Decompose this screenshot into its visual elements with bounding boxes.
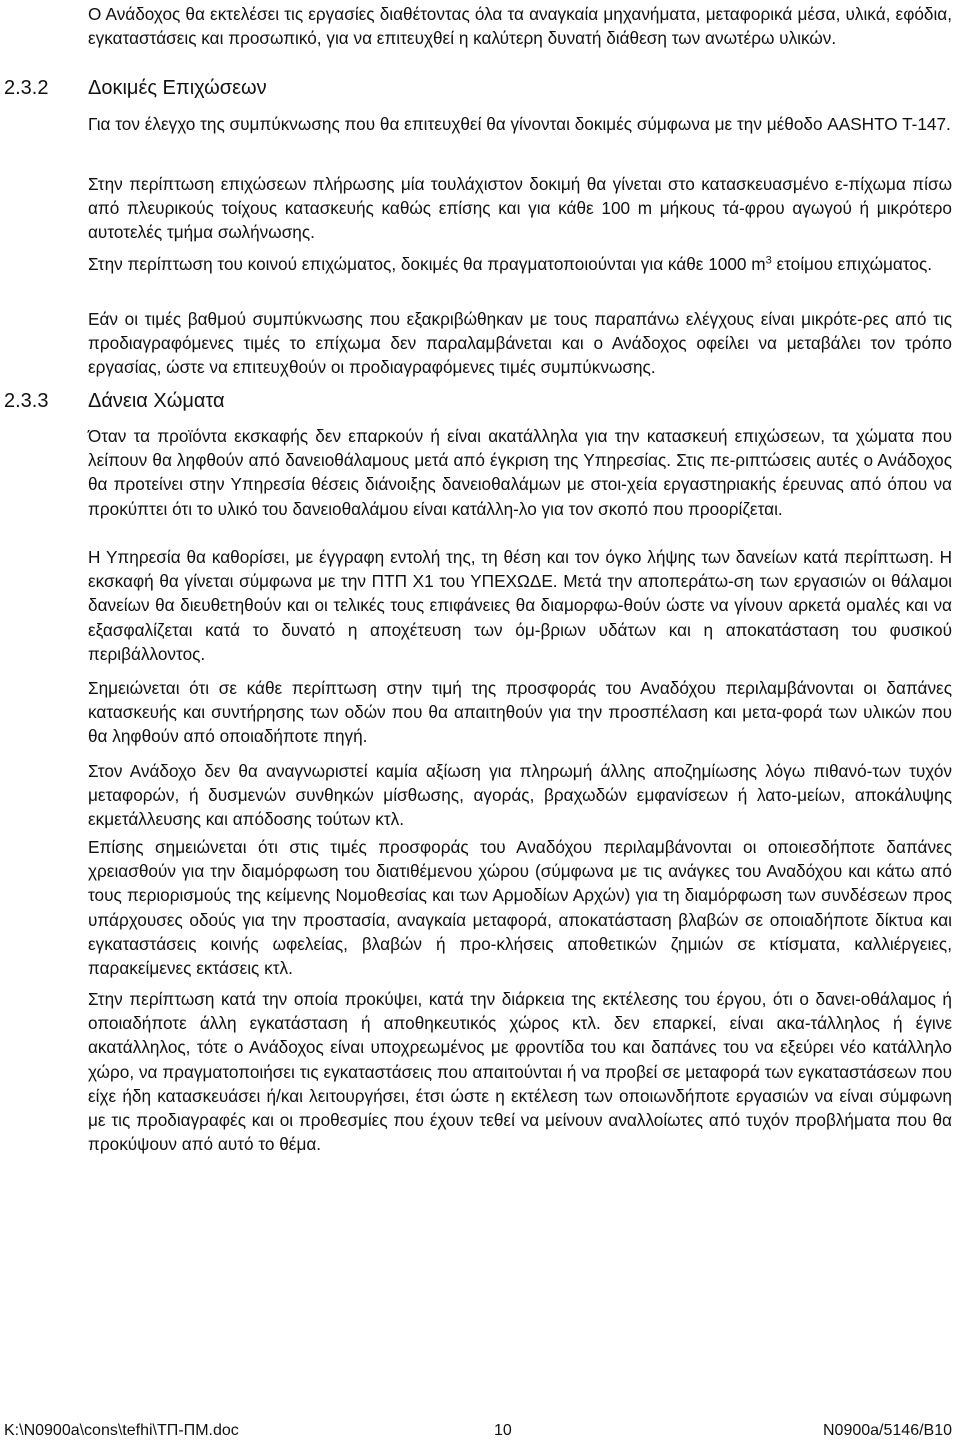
paragraph-service-order: Η Υπηρεσία θα καθορίσει, με έγγραφη εντολή της, τη θέση και τον όγκο λήψης των δανείων κατά περίπτωση. Η εκσκαφή θα γίνεται σύμφωνα με την ΠΤΠ Χ1 του ΥΠΕΧΩΔΕ. Μετά την αποπεράτω-ση των εργασιών οι θάλαμοι δανείων θα διευθετηθούν και οι τελικές τους επιφάνειες θα διαμορφω-θούν ώστε να γίνουν αρκετά ομαλές και να εξασφαλίζεται κατά το δυνατό η αποχέτευση των όμ-βριων υδάτων και η αποκατάσταση του φυσικού περιβάλλοντος. bbox=[88, 547, 952, 664]
section-number: 2.3.2 bbox=[4, 77, 49, 99]
section-heading-2-3-3 bbox=[4, 388, 225, 414]
section-title: Δάνεια Χώματα bbox=[88, 390, 225, 412]
footer-page-number: 10 bbox=[494, 1422, 512, 1439]
section-title: Δοκιμές Επιχώσεων bbox=[88, 77, 267, 99]
paragraph-borrow-pits: Όταν τα προϊόντα εκσκαφής δεν επαρκούν ή είναι ακατάλληλα για την κατασκευή επιχώσεων, τα χώματα που λείπουν θα ληφθούν από δανειοθάλαμους μετά από έγκριση της Υπηρεσίας. Στις πε-ριπτώσεις αυτές ο Ανάδοχος θα προτείνει στην Υπηρεσία θέσεις διάνοιξης δανειοθαλάμων με στοι-χεία εργαστηριακής έρευνας από όπου να προκύπτει ότι το υλικό του δανειοθαλάμου είναι κατάλλη-λο για τον σκοπό που προορίζεται. bbox=[88, 426, 952, 519]
paragraph-no-compensation: Στον Ανάδοχο δεν θα αναγνωριστεί καμία αξίωση για πληρωμή άλλης αποζημίωσης λόγω πιθανό-των τυχόν μεταφορών, ή δυσμενών συνθηκών μίσθωσης, αγοράς, βραχωδών εμφανίσεων ή λατο-μείων, αποκάλυψης εκμετάλλευσης και απόδοσης τούτων κτλ. bbox=[88, 761, 952, 830]
paragraph-compaction-values: Εάν οι τιμές βαθμού συμπύκνωσης που εξακριβώθηκαν με τους παραπάνω ελέγχους είναι μικρότε-ρες από τις προδιαγραφόμενες τιμές το επίχωμα δεν παραλαμβάνεται και ο Ανάδοχος οφείλει να μεταβάλει τον τρόπο εργασίας, ώστε να επιτευχθούν οι προδιαγραφόμενες τιμές συμπύκνωσης. bbox=[88, 309, 952, 378]
paragraph-text: Στην περίπτωση του κοινού επιχώματος, δοκιμές θα πραγματοποιούνται για κάθε 1000 m bbox=[88, 254, 766, 274]
paragraph-inadequate-site: Στην περίπτωση κατά την οποία προκύψει, κατά την διάρκεια της εκτέλεσης του έργου, ότι ο δανει-οθάλαμος ή οποιαδήποτε άλλη εγκατάσταση ή αποθηκευτικός χώρος κτλ. δεν επαρκεί, είναι ακα-τάλληλος ή έγινε ακατάλληλος, τότε ο Ανάδοχος είναι υποχρεωμένος με φροντίδα του και δαπάνες του να εξεύρει νέο κατάλληλο χώρο, να πραγματοποιήσει τις εγκαταστάσεις που απαιτούνται ή να προβεί σε μεταφορά των εγκαταστάσεων που είχε ήδη κατασκευάσει ή/και λειτουργήσει, έτσι ώστε η εκτέλεση των οποιωνδήποτε εργασιών να είναι σύμφωνη με τις προδιαγραφές και οι προθεσμίες που έχουν τεθεί να μείνουν αναλλοίωτες από τυχόν προβλήματα που θα προκύψουν από αυτό το θέμα. bbox=[88, 989, 952, 1155]
paragraph-road-costs: Σημειώνεται ότι σε κάθε περίπτωση στην τιμή της προσφοράς του Αναδόχου περιλαμβάνονται οι δαπάνες κατασκευής και συντήρησης των οδών που θα απαιτηθούν για την προσπέλαση και μετα-φορά των υλικών που θα ληφθούν από οποιαδήποτε πηγή. bbox=[88, 678, 952, 747]
paragraph-common-embankment bbox=[88, 252, 952, 276]
paragraph-site-costs: Επίσης σημειώνεται ότι στις τιμές προσφοράς του Αναδόχου περιλαμβάνονται οι οποιεσδήποτε δαπάνες χρειασθούν για την διαμόρφωση του διατιθέμενου χώρου (σύμφωνα με τις ανάγκες του Αναδόχου και κάτω από τους περιορισμούς της κείμενης Νομοθεσίας και των Αρμοδίων Αρχών) για τη διαμόρφωση των συνδέσεων προς υπάρχουσες οδούς για την προστασία, αναγκαία μεταφορά, αποκατάσταση βλαβών σε οποιαδήποτε δίκτυα και εγκαταστάσεις κοινής ωφελείας, βλαβών ή προ-κλήσεις αποθετικών ζημιών σε κτίσματα, καλλιέργειες, παρακείμενες εκτάσεις κτλ. bbox=[88, 837, 952, 979]
section-heading-2-3-2 bbox=[4, 75, 267, 101]
paragraph-compaction-method: Για τον έλεγχο της συμπύκνωσης που θα επιτευχθεί θα γίνονται δοκιμές σύμφωνα με την μέθοδο AASHTO T-147. bbox=[88, 114, 951, 134]
footer-file-path: K:\N0900a\cons\tefhi\ΤΠ-ΠΜ.doc bbox=[4, 1422, 239, 1439]
section-number: 2.3.3 bbox=[4, 390, 49, 412]
superscript: 3 bbox=[765, 254, 772, 267]
paragraph-text: ετοίμου επιχώματος. bbox=[771, 254, 933, 274]
paragraph-backfill-tests: Στην περίπτωση επιχώσεων πλήρωσης μία τουλάχιστον δοκιμή θα γίνεται στο κατασκευασμένο ε-πίχωμα πίσω από πλευρικούς τοίχους κατασκευής καθώς επίσης και για κάθε 100 m μήκους τά-φρου αγωγού ή μικρότερο αυτοτελές τμήμα σωλήνωσης. bbox=[88, 174, 952, 243]
footer-document-code: N0900a/5146/B10 bbox=[823, 1422, 952, 1439]
paragraph-equipment: Ο Ανάδοχος θα εκτελέσει τις εργασίες διαθέτοντας όλα τα αναγκαία μηχανήματα, μεταφορικά μέσα, υλικά, εφόδια, εγκαταστάσεις και προσωπικό, για να επιτευχθεί η καλύτερη δυνατή διάθεση των ανωτέρω υλικών. bbox=[88, 4, 952, 49]
page-footer bbox=[0, 1422, 960, 1440]
